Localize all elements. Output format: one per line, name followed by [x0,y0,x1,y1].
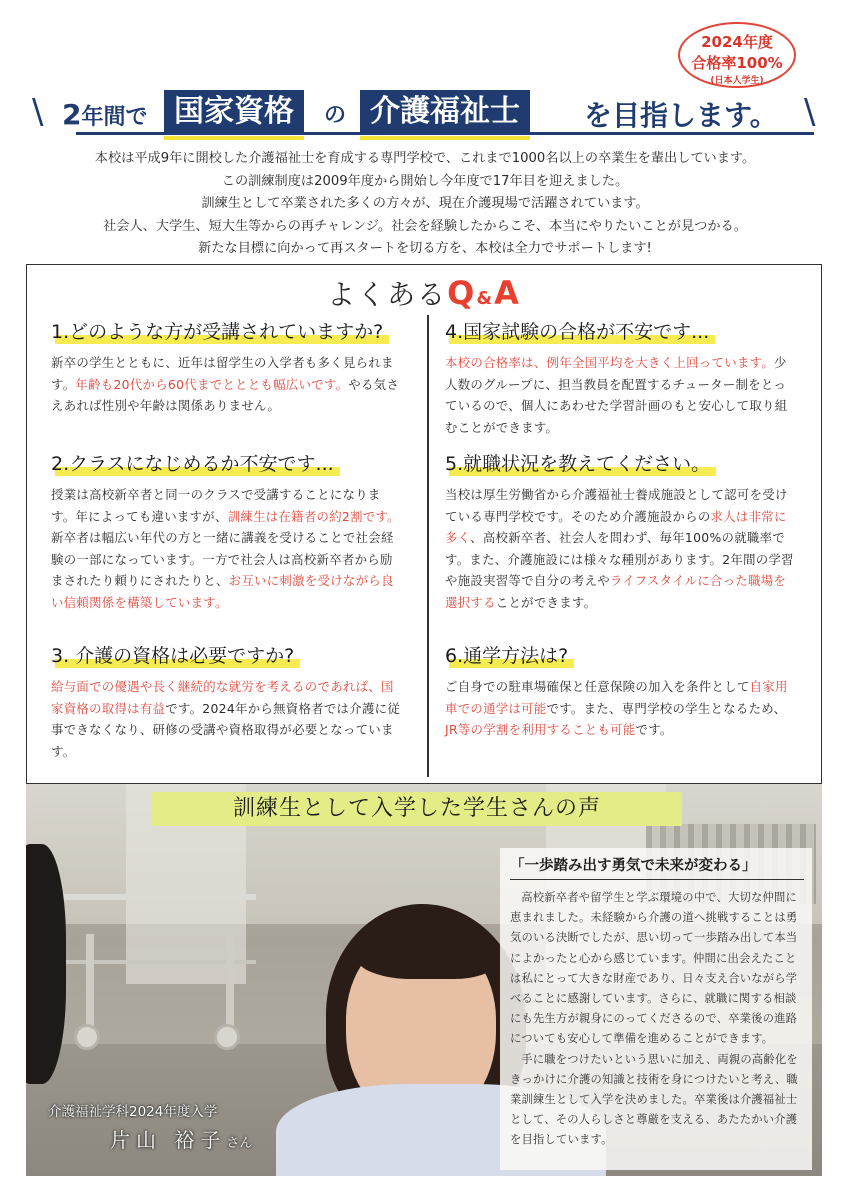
testimonial-paragraph: 手に職をつけたいという思いに加え、両親の高齢化をきっかけに介護の知識と技術を身につけたいと考え、職業訓練生として入学を決めました。卒業後は介護福祉士として、その人らしさと尊厳を支える、あたたかい介護を目指しています。 [510,1052,798,1147]
faq-item-3 [51,641,403,762]
pass-rate-badge [678,22,796,88]
faq-item-5 [445,449,797,613]
photo-bed-leg [226,934,234,1034]
faq-answer: ご自身での駐車場確保と任意保険の加入を条件として自家用車での通学は可能です。また、専門学校の学生となるため、JR等の学割を利用することも可能です。 [445,679,788,737]
faq-item-6 [445,641,797,741]
faq-section [26,264,822,784]
student-department: 介護福祉学科2024年度入学 [48,1104,218,1120]
faq-answer: 授業は高校新卒者と同一のクラスで受講することになります。年によっても違いますが、訓練生は在籍者の約2割です。新卒者は幅広い年代の方と一緒に講義を受けることで社会経験の一部になっています。一方で社会人は高校新卒者から励まされたり頼りにされたりと、お互いに刺激を受けながら良い信頼関係を構築しています。 [51,487,400,610]
student-name: 片山 裕子さん [110,1128,253,1152]
slash-right-icon: \ [804,92,816,132]
faq-answer: 本校の合格率は、例年全国平均を大きく上回っています。少人数のグループに、担当教員を配置するチューター制をとっているので、個人にあわせた学習計画のもと安心して取り組むことができます。 [445,355,788,435]
faq-heading: よくあるQ&A [327,274,521,312]
faq-question: 2.クラスになじめるか不安です... [51,449,340,476]
title-box-careworker: 介護福祉士 [360,90,530,134]
faq-question: 1.どのような方が受講されていますか? [51,317,389,344]
badge-note: (日本人学生) [710,76,764,86]
title-box-license: 国家資格 [164,90,304,134]
testimonial-heading: 「一歩踏み出す勇気で未来が変わる」 [510,854,804,880]
faq-question: 4.国家試験の合格が不安です... [445,317,715,344]
testimonial-paragraph: 高校新卒者や留学生と学ぶ環境の中で、大切な仲間に恵まれました。未経験から介護の道へ挑戦することは勇気のいる決断でしたが、思い切って一歩踏み出して本当によかったと心から感じています。仲間に出会えたことは私にとって大きな財産であり、日々支え合いながら学べることに感謝しています。さらに、就職に関する相談にも先生方が親身にのってくださるので、卒業後の進路についても安心して準備を進めることができます。 [510,891,798,1046]
faq-question: 3. 介護の資格は必要ですか? [51,641,300,668]
intro-line: 新たな目標に向かって再スタートを切る方を、本校は全力でサポートします! [198,241,652,256]
student-voice-section [26,784,822,1176]
badge-rate: 合格率100% [691,54,783,72]
faq-item-1 [51,317,403,417]
faq-question: 5.就職状況を教えてください。 [445,449,716,476]
title-part1: 2年間で [62,98,148,131]
intro-line: 社会人、大学生、短大生等からの再チャレンジ。社会を経験したからこそ、本当にやりたいことが見つかる。 [103,218,747,234]
photo-care-bed [36,894,256,964]
intro-line: この訓練制度は2009年度から開始し今年度で17年目を迎えました。 [221,173,629,189]
intro-line: 本校は平成9年に開校した介護福祉士を育成する専門学校で、これまで1000名以上の卒業生を輩出しています。 [94,151,756,166]
slash-left-icon: \ [32,92,44,132]
title-part2: の [324,103,347,128]
photo-student-bangs [356,924,496,979]
faq-question: 6.通学方法は? [445,641,574,668]
testimonial-card [500,848,812,1170]
photo-foreground-person [26,844,66,1084]
faq-answer: 新卒の学生とともに、近年は留学生の入学者も多く見られます。年齢も20代から60代までとととも幅広いです。やる気さえあれば性別や年齢は関係ありません。 [51,355,400,413]
page-title [28,88,828,140]
faq-divider [427,315,429,777]
intro-text [20,148,830,261]
badge-year: 2024年度 [701,33,773,51]
voice-section-title: 訓練生として入学した学生さんの声 [152,792,682,826]
title-part3: を目指します。 [584,99,778,132]
photo-bed-wheel [214,1024,240,1050]
faq-answer: 当校は厚生労働省から介護福祉士養成施設として認可を受けている専門学校です。そのため介護施設からの求人は非常に多く、高校新卒者、社会人を問わず、毎年100%の就職率です。また、介護施設には様々な種別があります。2年間の学習や施設実習等で自分の考えやライフスタイルに合った職場を選択することができます。 [445,487,794,610]
photo-bed-wheel [74,1024,100,1050]
faq-answer: 給与面での優遇や長く継続的な就労を考えるのであれば、国家資格の取得は有益です。2024年から無資格者では介護に従事できなくなり、研修の受講や資格取得が必要となっています。 [51,679,401,759]
faq-item-4 [445,317,797,438]
intro-line: 訓練生として卒業された多くの方々が、現在介護現場で活躍されています。 [201,196,649,211]
photo-bed-leg [86,934,94,1034]
faq-item-2 [51,449,403,613]
